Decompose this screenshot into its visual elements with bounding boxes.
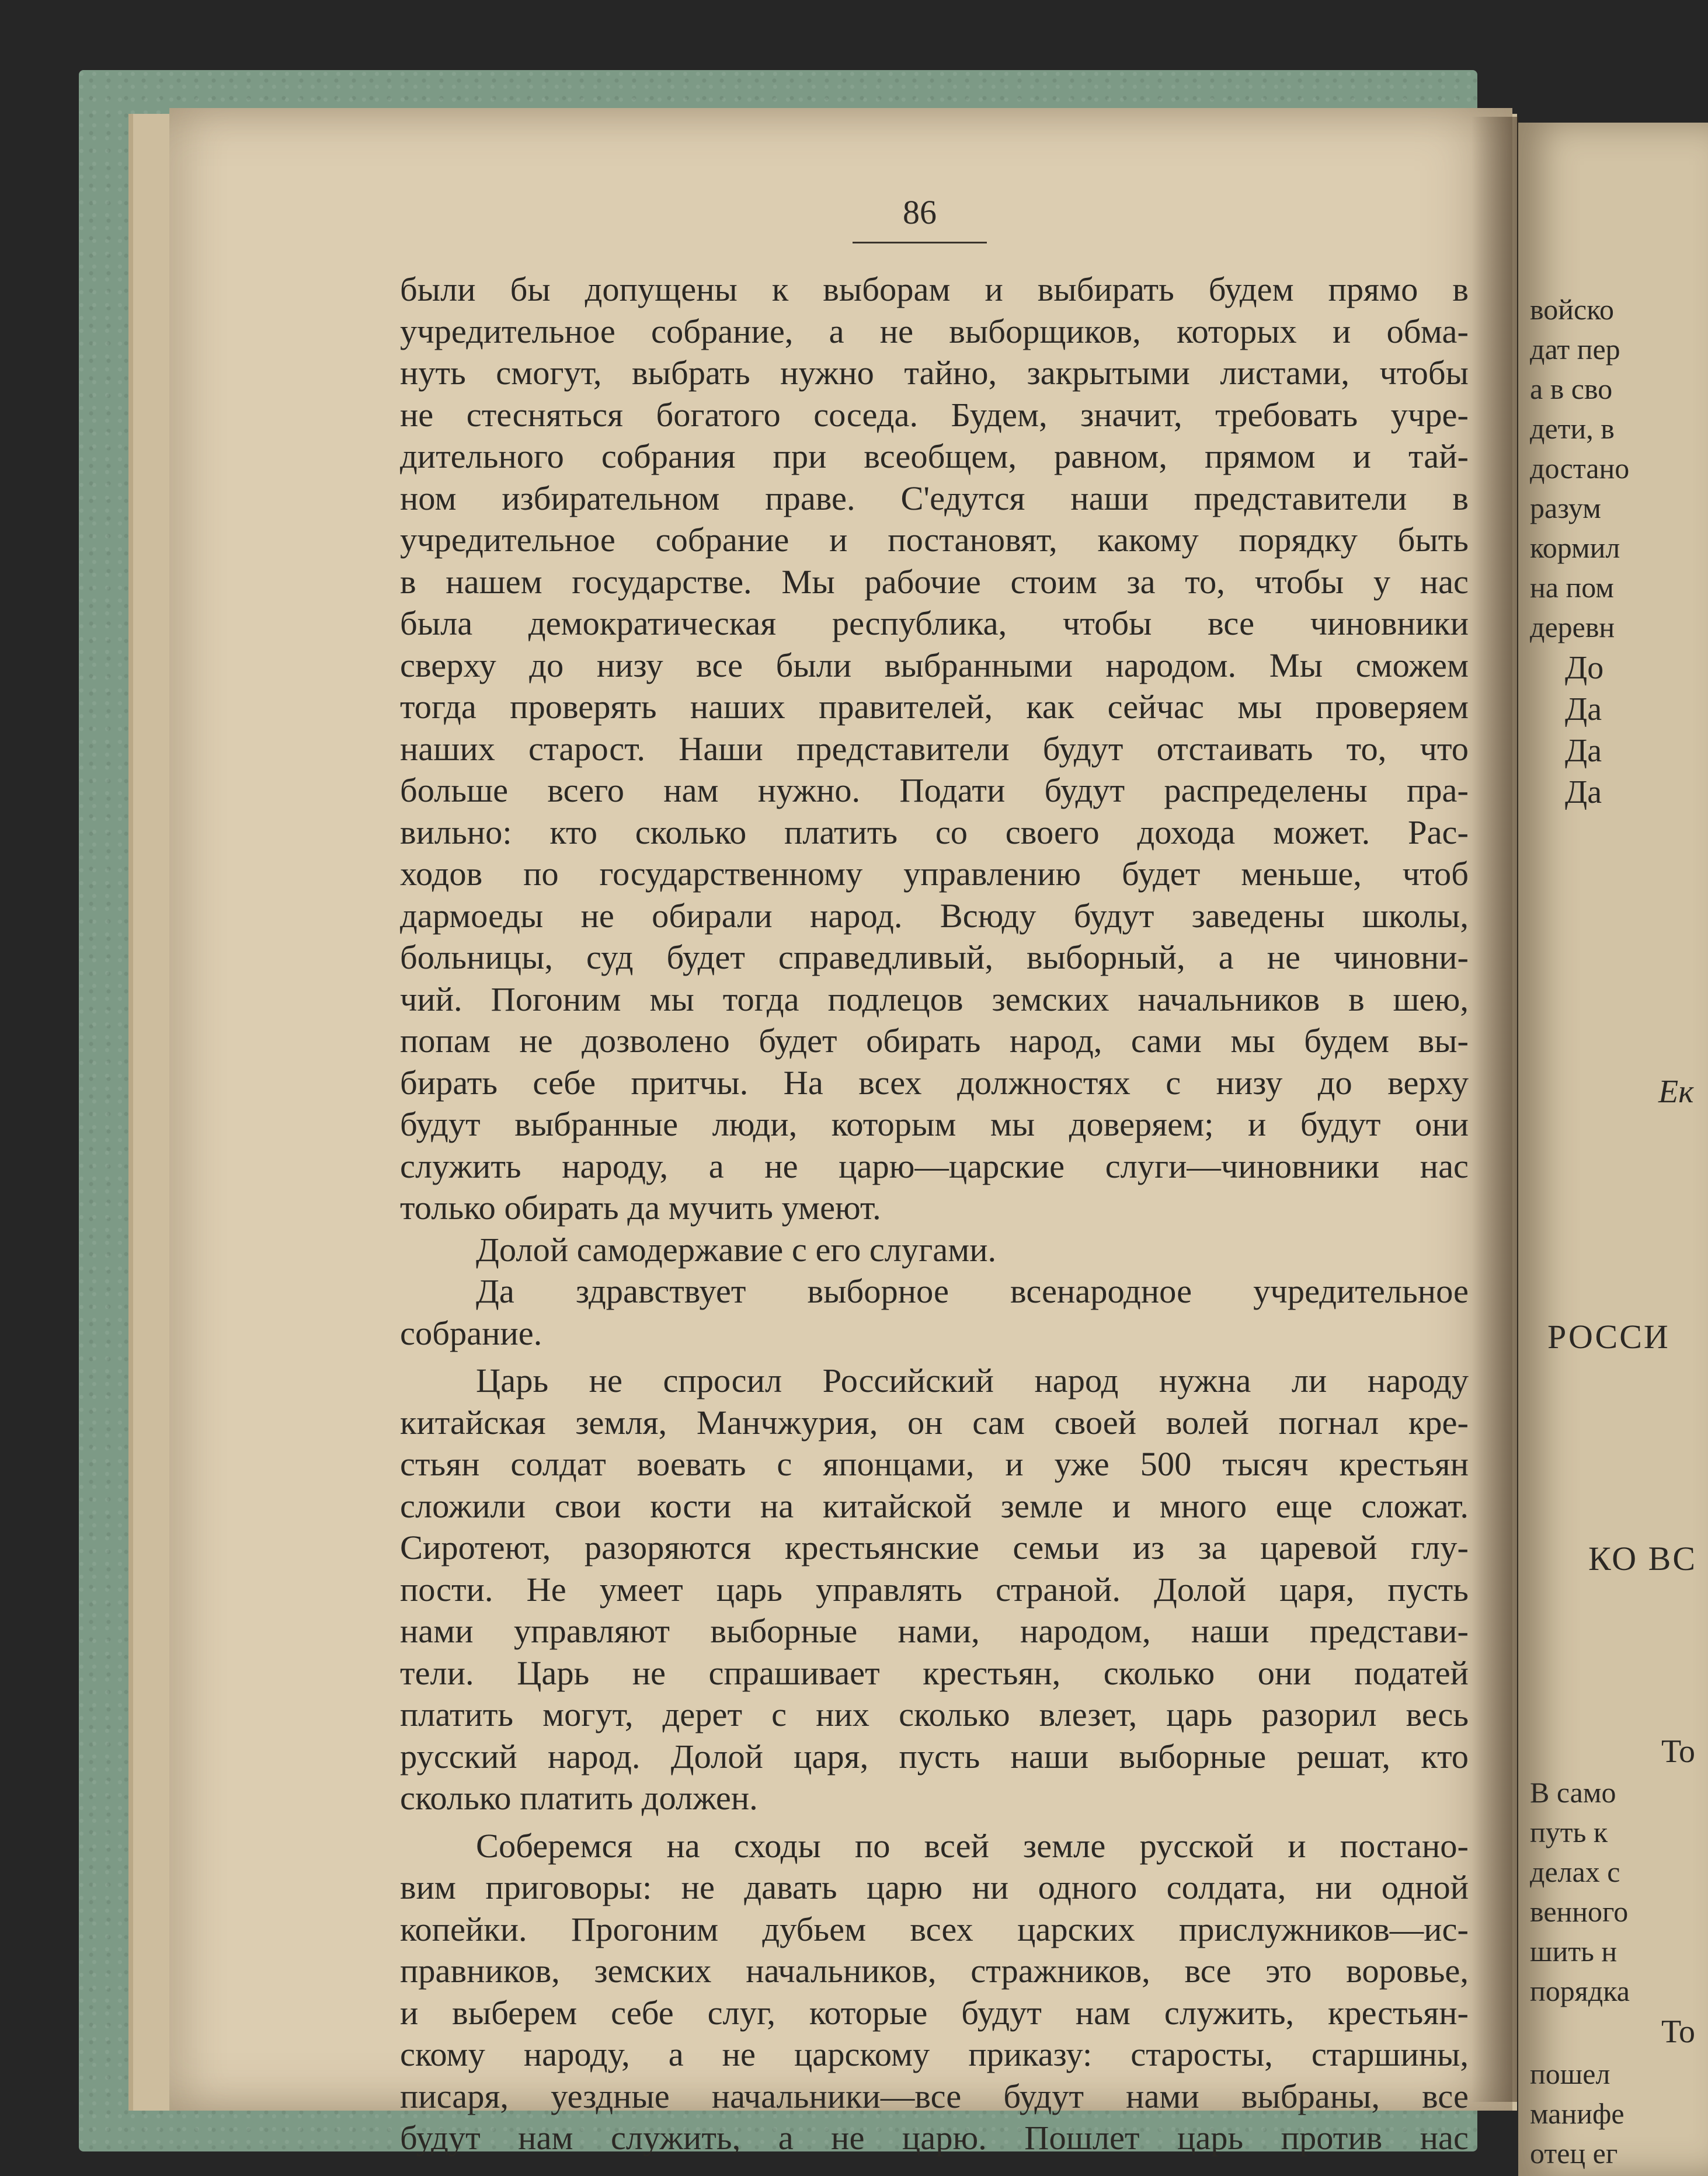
right-page-line: отец ег	[1530, 2137, 1618, 2170]
text-line: попам не дозволено будет обирать народ, сами мы будем вы-	[400, 1022, 1469, 1060]
text-line: платить могут, дерет с них сколько влезет, царь разорил весь	[400, 1695, 1469, 1733]
text-line: и выберем себе слуг, которые будут нам служить, крестьян-	[400, 1993, 1469, 2032]
text-line: будут нам служить, а не царю. Пошлет царь против нас	[400, 2119, 1469, 2157]
right-page-line: путь к	[1530, 1816, 1608, 1848]
text-line: чий. Погоним мы тогда подлецов земских начальников в шею,	[400, 980, 1469, 1018]
text-line: пости. Не умеет царь управлять страной. Долой царя, пусть	[400, 1570, 1469, 1609]
text-line: Царь не спросил Российский народ нужна ли народу	[476, 1362, 1469, 1399]
text-line: русский народ. Долой царя, пусть наши выборные решат, кто	[400, 1737, 1469, 1775]
text-line: ходов по государственному управлению будет меньше, чтоб	[400, 855, 1469, 893]
text-line: Соберемся на сходы по всей земле русской и постано-	[476, 1826, 1469, 1865]
right-page-line: на пом	[1530, 571, 1614, 604]
text-line: больше всего нам нужно. Подати будут распределены пра-	[400, 771, 1469, 809]
right-page-line: порядка	[1530, 1975, 1630, 2007]
right-page-line: разум	[1530, 492, 1601, 524]
text-line: служить народу, а не царю—царские слуги—чиновники нас	[400, 1147, 1469, 1185]
right-page-line: деревн	[1530, 611, 1615, 643]
text-line: в нашем государстве. Мы рабочие стоим за то, чтобы у нас	[400, 562, 1469, 601]
text-line: копейки. Прогоним дубьем всех царских прислужников—ис-	[400, 1910, 1469, 1948]
text-line: будут выбранные люди, которым мы доверяем; и будут они	[400, 1105, 1469, 1143]
text-line: тогда проверять наших правителей, как сейчас мы проверяем	[400, 688, 1469, 726]
text-line: только обирать да мучить умеют.	[400, 1189, 881, 1227]
right-page	[1518, 123, 1708, 2176]
text-line: китайская земля, Манчжурия, он сам своей волей погнал кре-	[400, 1403, 1469, 1442]
text-line: вим приговоры: не давать царю ни одного солдата, ни одной	[400, 1868, 1469, 1906]
text-line: сколько платить должен.	[400, 1779, 758, 1817]
text-line: Долой самодержавие с его слугами.	[476, 1230, 997, 1269]
right-page-line: Ек	[1658, 1074, 1694, 1110]
right-page-line: В само	[1530, 1776, 1616, 1809]
right-page-line: шить н	[1530, 1935, 1617, 1968]
text-line: собрание.	[400, 1314, 542, 1352]
text-line: наших старост. Наши представители будут отстаивать то, что	[400, 729, 1469, 768]
right-page-line: манифе	[1530, 2097, 1624, 2130]
right-page-line: достано	[1530, 452, 1630, 485]
page-number: 86	[903, 193, 937, 231]
text-line: учредительное собрание и постановят, какому порядку быть	[400, 521, 1469, 559]
text-line: дительного собрания при всеобщем, равном, прямом и тай-	[400, 437, 1469, 475]
right-page-line: пошел	[1530, 2057, 1610, 2090]
right-page-line: а в сво	[1530, 372, 1613, 405]
text-line: Сиротеют, разоряются крестьянские семьи из за царевой глу-	[400, 1529, 1469, 1566]
text-line: не стесняться богатого соседа. Будем, значит, требовать учре-	[400, 395, 1469, 434]
text-line: правников, земских начальников, стражников, все это воровье,	[400, 1952, 1469, 1990]
right-page-line: Да	[1565, 774, 1602, 810]
right-page-line: Да	[1565, 691, 1602, 727]
text-line: писаря, уездные начальники—все будут нами выбраны, все	[400, 2077, 1469, 2115]
right-page-line: делах с	[1530, 1855, 1620, 1888]
right-page-line: кормил	[1530, 531, 1620, 564]
text-line: больницы, суд будет справедливый, выборный, а не чиновни-	[400, 938, 1469, 976]
book-gutter	[1472, 117, 1518, 2102]
right-page-line: Да	[1565, 733, 1602, 769]
text-line: Да здравствует выборное всенародное учредительное	[476, 1272, 1469, 1310]
right-page-line: дат пер	[1530, 333, 1620, 365]
text-line: нуть смогут, выбрать нужно тайно, закрытыми листами, чтобы	[400, 354, 1469, 392]
text-line: ном избирательном праве. С'едутся наши представители в	[400, 479, 1469, 517]
text-line: бирать себе притчы. На всех должностях с низу до верху	[400, 1063, 1469, 1102]
text-line: дармоеды не обирали народ. Всюду будут заведены школы,	[400, 896, 1469, 935]
right-page-line: венного	[1530, 1895, 1629, 1928]
page-number-rule	[853, 242, 987, 243]
right-page-line: До	[1565, 650, 1604, 686]
right-page-line: войско	[1530, 293, 1614, 326]
text-line: сложили свои кости на китайской земле и много еще сложат.	[400, 1486, 1469, 1525]
right-page-line: РОССИ	[1547, 1318, 1670, 1356]
right-page-line: То	[1661, 2014, 1695, 2050]
body-text	[400, 269, 1469, 2159]
text-line: вильно: кто сколько платить со своего дохода может. Рас-	[400, 813, 1469, 851]
right-page-line: дети, в	[1530, 412, 1615, 445]
text-line: тели. Царь не спрашивает крестьян, сколько они податей	[400, 1653, 1469, 1692]
right-page-line: КО ВС	[1588, 1540, 1697, 1578]
text-line: стьян солдат воевать с японцами, и уже 500 тысяч крестьян	[400, 1445, 1469, 1483]
text-line: учредительное собрание, а не выборщиков, которых и обма-	[400, 312, 1469, 350]
right-page-line: То	[1661, 1733, 1695, 1770]
text-line: была демократическая республика, чтобы все чиновники	[400, 604, 1469, 642]
text-line: были бы допущены к выборам и выбирать будем прямо в	[400, 270, 1469, 308]
text-line: нами управляют выборные нами, народом, наши представи-	[400, 1612, 1469, 1650]
text-line: сверху до низу все были выбранными народом. Мы сможем	[400, 646, 1469, 684]
text-line: скому народу, а не царскому приказу: старосты, старшины,	[400, 2035, 1469, 2073]
